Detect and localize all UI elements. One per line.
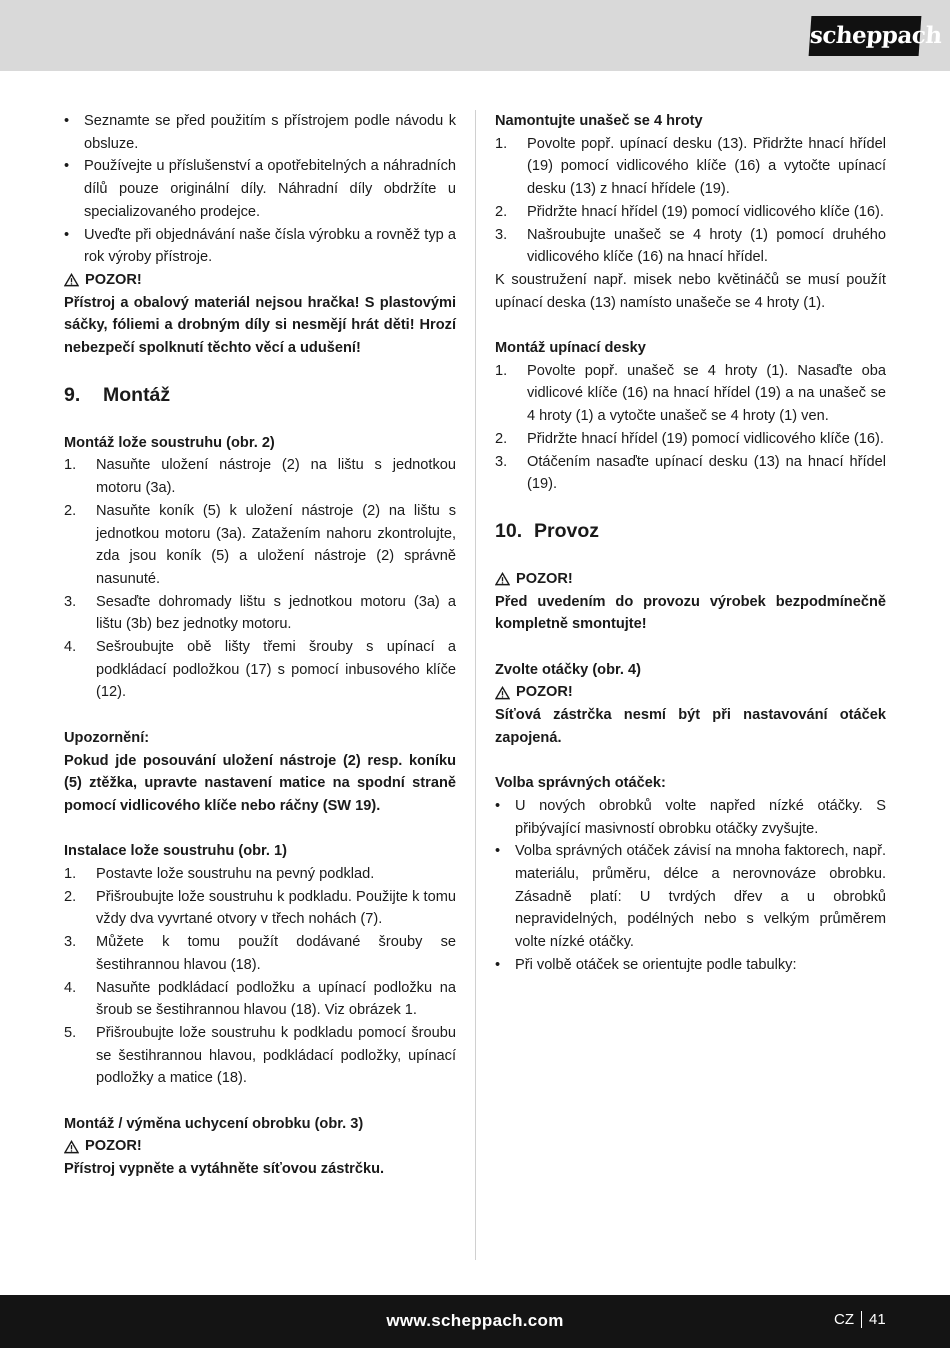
warning-heading (495, 568, 886, 591)
warning-heading (64, 1135, 456, 1158)
brand-logo: scheppach (809, 16, 922, 56)
list-item (64, 454, 456, 499)
left-column (64, 110, 456, 1181)
paragraph: K soustružení např. misek nebo květináčů se musí použít upínací deska (13) namísto unašeče se 4 hroty (1). (495, 271, 886, 311)
step-number: 3. (495, 453, 508, 470)
step-number: 3. (64, 593, 77, 610)
step-number: 2. (495, 203, 508, 220)
warning-label: POZOR! (85, 1138, 142, 1155)
page-indicator (834, 1311, 886, 1328)
step-text: Otáčením nasaďte upínací desku (13) na hnací hřídel (19). (527, 453, 886, 493)
warning-triangle-icon (64, 273, 79, 287)
subsection-heading: Instalace lože soustruhu (obr. 1) (64, 843, 288, 860)
warning-triangle-icon (495, 686, 510, 700)
step-number: 1. (64, 457, 77, 474)
warning-text: Před uvedením do provozu výrobek bezpodmínečně kompletně smontujte! (495, 593, 886, 633)
step-number: 2. (495, 430, 508, 447)
list-item (64, 977, 456, 1022)
list-item (495, 451, 886, 496)
step-number: 1. (64, 866, 77, 883)
step-text: Přidržte hnací hřídel (19) pomocí vidlicového klíče (16). (527, 430, 884, 447)
list-item (64, 500, 456, 591)
warning-text: Přístroj a obalový materiál nejsou hračka! S plastovými sáčky, fóliemi a drobným díly si nesmějí hrát děti! Hrozí nebezpečí spolknutí těchto věcí a udušení! (64, 294, 456, 357)
faceplate-steps (495, 360, 886, 496)
section-number: 9. (64, 383, 81, 406)
step-text: Nasuňte podkládací podložku a upínací podložku na šroub se šestihrannou hlavou (18). Viz obrázek 1. (96, 979, 456, 1019)
warning-label: POZOR! (516, 570, 573, 587)
list-item (64, 863, 456, 886)
step-text: Přišroubujte lože soustruhu k podkladu. Použijte k tomu vždy dva vyvrtané otvory v třech nohách (7). (96, 888, 456, 928)
mount-bed-steps (64, 454, 456, 704)
section-title (64, 382, 456, 408)
subsection-heading: Zvolte otáčky (obr. 4) (495, 661, 641, 678)
step-text: Povolte popř. upínací desku (13). Přidržte hnací hřídel (19) pomocí vidlicového klíče (16) a vytočte upínací desku (13) z hnací hřídele (19). (527, 135, 886, 198)
step-number: 3. (64, 934, 77, 951)
language-code: CZ (834, 1311, 854, 1328)
step-number: 3. (495, 226, 508, 243)
subsection-heading: Namontujte unašeč se 4 hroty (495, 113, 703, 129)
step-text: Našroubujte unašeč se 4 hroty (1) pomocí druhého vidlicového klíče (16) na hnací hřídel. (527, 226, 886, 266)
intro-bullet-list (64, 110, 456, 269)
step-number: 2. (64, 502, 77, 519)
step-number: 1. (495, 362, 508, 379)
note-text: Pokud jde posouvání uložení nástroje (2) resp. koníku (5) ztěžka, upravte nastavení matice na spodní straně pomocí vidlicového klíče nebo ráčny (SW 19). (64, 752, 456, 814)
step-text: Nasuňte koník (5) k uložení nástroje (2) na lištu s jednotkou motoru (3a). Zatažením nahoru zkontrolujte, zda jsou koník (5) a uložení nástroje (2) správně nasunuté. (96, 502, 456, 587)
list-item (495, 224, 886, 269)
section-title (495, 518, 886, 544)
list-item (495, 360, 886, 428)
website-url: www.scheppach.com (386, 1311, 564, 1330)
install-bed-steps (64, 863, 456, 1090)
warning-triangle-icon (64, 1140, 79, 1154)
step-text: Můžete k tomu použít dodávané šrouby se šestihrannou hlavou (18). (96, 934, 456, 973)
list-item (495, 428, 886, 451)
subsection-heading: Montáž lože soustruhu (obr. 2) (64, 434, 275, 451)
list-item: • Uveďte při objednávání naše čísla výrobku a rovněž typ a rok výroby přístroje. (64, 224, 456, 269)
warning-triangle-icon (495, 572, 510, 586)
right-column (495, 110, 886, 977)
list-item: • Používejte u příslušenství a opotřebitelných a náhradních dílů pouze originální díly. Náhradní díly obdržíte u specializovaného prodejce. (64, 155, 456, 223)
step-number: 4. (64, 639, 77, 656)
list-item (64, 1022, 456, 1090)
section-name: Montáž (103, 383, 171, 406)
step-text: Přidržte hnací hřídel (19) pomocí vidlicového klíče (16). (527, 203, 884, 220)
footer-separator (861, 1311, 862, 1328)
list-item: • Volba správných otáček závisí na mnoha faktorech, např. materiálu, průměru, délce a nerovnováze obrobku. Zásadně platí: U tvrdých dřev a u obrobků nepravidelných, podélných nebo s velkým průměrem volte nízké otáčky. (495, 840, 886, 954)
list-item (495, 133, 886, 201)
page-number: 41 (869, 1311, 886, 1328)
section-name: Provoz (534, 519, 600, 542)
step-text: Sešroubujte obě lišty třemi šrouby s upínací a podkládací podložkou (17) s pomocí inbusového klíče (12). (96, 639, 456, 701)
warning-label: POZOR! (85, 271, 142, 288)
step-number: 1. (495, 135, 508, 152)
column-divider (475, 110, 476, 1260)
step-number: 4. (64, 979, 77, 996)
step-number: 2. (64, 888, 77, 905)
list-item: • Při volbě otáček se orientujte podle tabulky: (495, 954, 886, 977)
list-item (64, 886, 456, 931)
list-item (495, 201, 886, 224)
step-text: Postavte lože soustruhu na pevný podklad. (96, 866, 375, 883)
warning-text: Síťová zástrčka nesmí být při nastavování otáček zapojená. (495, 707, 886, 746)
list-item (64, 591, 456, 636)
step-text: Nasuňte uložení nástroje (2) na lištu s jednotkou motoru (3a). (96, 457, 456, 497)
warning-label: POZOR! (516, 684, 573, 701)
list-item: • U nových obrobků volte napřed nízké otáčky. S přibývající masivností obrobku otáčky zvyšujte. (495, 795, 886, 840)
note-heading: Upozornění: (64, 729, 150, 746)
footer-bar (0, 1295, 950, 1348)
section-number: 10. (495, 519, 523, 542)
warning-text: Přístroj vypněte a vytáhněte síťovou zástrčku. (64, 1161, 385, 1178)
step-text: Přišroubujte lože soustruhu k podkladu pomocí šroubu se šestihrannou hlavou, podkládací podložky, upínací podložky a matice (18). (96, 1024, 456, 1087)
speed-bullet-list (495, 795, 886, 977)
header-band (0, 0, 950, 71)
subsection-heading: Volba správných otáček: (495, 775, 666, 792)
warning-heading (495, 681, 886, 704)
list-item (64, 931, 456, 976)
step-text: Sesaďte dohromady lištu s jednotkou motoru (3a) a lištu (3b) bez jednotky motoru. (96, 593, 456, 633)
drive4-steps (495, 133, 886, 269)
subsection-heading: Montáž / výměna uchycení obrobku (obr. 3) (64, 1115, 364, 1132)
list-item: • Seznamte se před použitím s přístrojem podle návodu k obsluze. (64, 110, 456, 155)
warning-heading (64, 269, 456, 292)
subsection-heading: Montáž upínací desky (495, 340, 646, 357)
list-item (64, 636, 456, 704)
step-number: 5. (64, 1024, 77, 1041)
step-text: Povolte popř. unašeč se 4 hroty (1). Nasaďte oba vidlicové klíče (16) na hnací hřídel (19) a na unašeč se 4 hroty (1) a vytočte unašeč se 4 hroty (1) ven. (527, 362, 886, 425)
